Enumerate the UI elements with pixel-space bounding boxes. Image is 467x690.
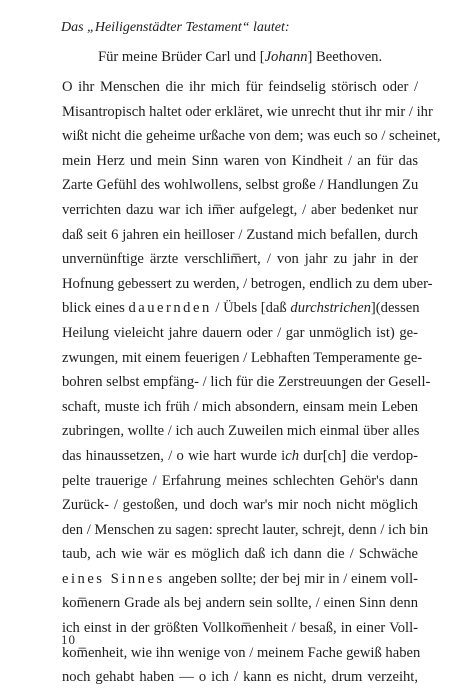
page-number: 10: [61, 632, 76, 647]
text-line: blick eines dauernden / Übels [daß durchstrichen](dessen: [62, 300, 420, 317]
text-line: daß seit 6 jahren ein heilloser / Zustand mich befallen, durch: [62, 226, 418, 243]
text-line: zubringen, wollte / ich auch Zuweilen mich einmal über alles: [62, 423, 420, 440]
text-line: eines Sinnes angeben sollte; der bej mir in / einem voll-: [62, 570, 418, 587]
emphasized-word: dauernden: [128, 300, 212, 317]
text-line: zwungen, mit einem feuerigen / Lebhaften Temperamente ge-: [62, 349, 423, 366]
text-line: Misantropisch haltet oder erkläret, wie unrecht thut ihr mir / ihr: [62, 103, 433, 120]
editorial-note: Johann: [264, 49, 308, 65]
section-heading: Das „Heiligenstädter Testament“ lautet:: [61, 20, 290, 35]
salutation-line: Für meine Brüder Carl und [Johann] Beethoven.: [98, 49, 383, 65]
text-line: taub, ach wie wär es möglich daß ich dann die / Schwäche: [62, 546, 418, 563]
text-line: Hofnung gebessert zu werden, / betrogen, endlich zu dem uber-: [62, 275, 433, 292]
text-line: schaft, muste ich früh / mich absondern, einsam mein Leben: [62, 398, 418, 415]
text-line: Zarte Gefühl des wohlwollens, selbst große / Handlungen Zu: [62, 177, 419, 194]
text-line: verrichten dazu war ich im̅er aufgelegt, / aber bedenket nur: [62, 201, 418, 218]
editorial-note: durchstrichen: [290, 300, 371, 317]
text-line: ich einst in der größten Vollkom̅enheit / besaß, in einer Voll-: [62, 620, 418, 637]
testament-text: [62, 75, 441, 690]
editorial-note: ch: [285, 447, 300, 464]
text-line: Heilung vieleicht jahre dauern oder / gar unmöglich ist) ge-: [62, 324, 418, 341]
text-line: Zurück- / gestoßen, und doch war's mir noch nicht möglich: [62, 497, 418, 514]
text-line: kom̅enheit, wie ihn wenige von / meinem Fache gewiß haben: [62, 644, 421, 661]
text-line: das hinaussetzen, / o wie hart wurde ich dur[ch] die verdop-: [62, 447, 419, 464]
text-line: mein Herz und mein Sinn waren von Kindheit / an für das: [62, 152, 418, 169]
text-line: kom̅enern Grade als bej andern sein sollte, / einen Sinn denn: [62, 595, 418, 612]
text-line: O ihr Menschen die ihr mich für feindselig störisch oder /: [62, 79, 418, 95]
text-line: noch gehabt haben — o ich / kann es nicht, drum verzeiht,: [62, 669, 418, 686]
text-line: den / Menschen zu sagen: sprecht lauter, schrejt, denn / ich bin: [62, 521, 429, 538]
text-line: bohren selbst empfäng- / lich für die Zerstreuungen der Gesell-: [62, 374, 431, 391]
text-line: pelte trauerige / Erfahrung meines schlechten Gehör's dann: [62, 472, 418, 489]
text-line: wißt nicht die geheime urßache von dem; was euch so / scheinet,: [62, 128, 441, 145]
emphasized-word: eines Sinnes: [62, 570, 165, 587]
text-line: unvernünftige ärzte verschlim̅ert, / von jahr zu jahr in der: [62, 251, 418, 268]
